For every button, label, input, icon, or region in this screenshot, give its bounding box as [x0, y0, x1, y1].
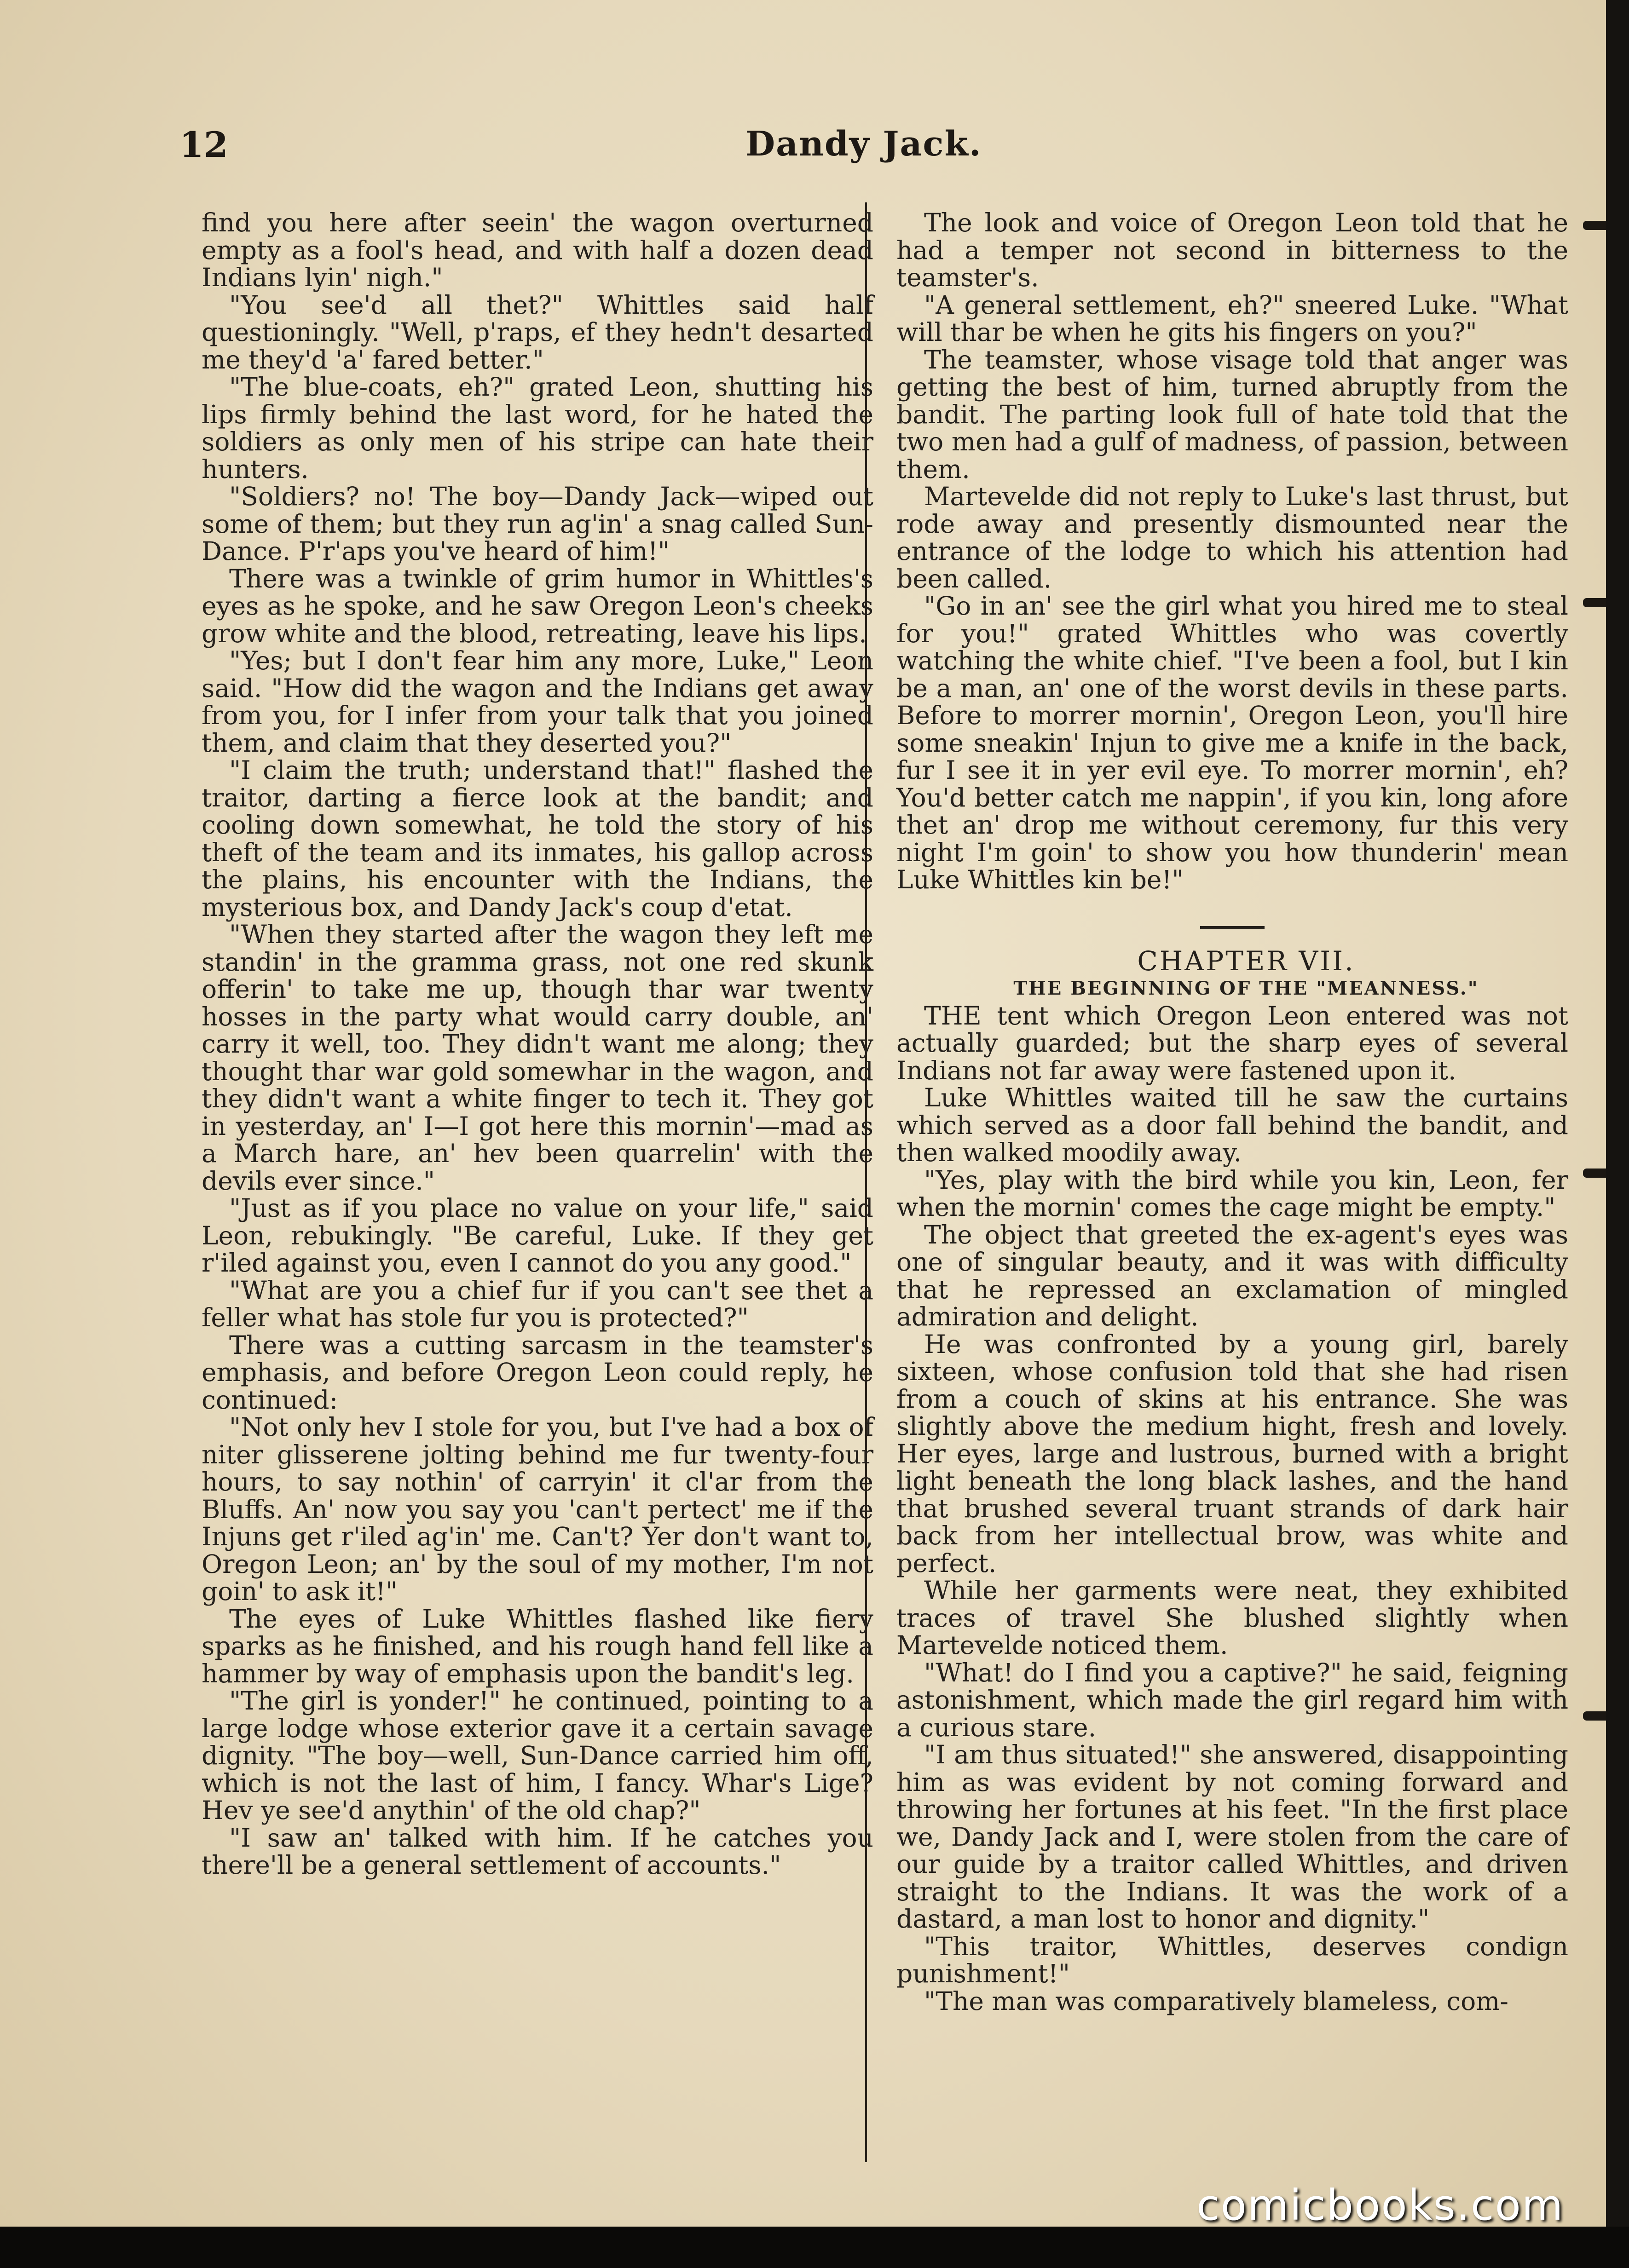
paragraph: "The girl is yonder!" he continued, pointing to a large lodge whose exterior gave it a certain savage dignity. "The boy—well, Sun-Dance carried him off, which is not the last of him, I fancy. Whar's Lige? Hev ye see'd anythin' of the old chap?": [202, 1686, 873, 1825]
scan-edge-right: [1606, 0, 1629, 2268]
paragraph: "I am thus situated!" she answered, disappointing him as was evident by not coming forward and throwing her fortunes at his feet. "In the first place we, Dandy Jack and I, were stolen from the care of our guide by a traitor called Whittles, and driven straight to the Indians. It was the work of a dastard, a man lost to honor and dignity.": [896, 1740, 1568, 1934]
chapter-heading: CHAPTER VII.: [1137, 945, 1355, 977]
left-column: [202, 209, 873, 1879]
paragraph: The teamster, whose visage told that anger was getting the best of him, turned abruptly from the bandit. The parting look full of hate told that the two men had a gulf of madness, of passion, between them.: [896, 345, 1568, 484]
paragraph: "You see'd all thet?" Whittles said half questioningly. "Well, p'raps, ef they hedn't desarted me they'd 'a' fared better.": [202, 290, 873, 374]
paragraph: find you here after seein' the wagon overturned empty as a fool's head, and with half a dozen dead Indians lyin' nigh.": [202, 208, 873, 292]
paragraph: There was a twinkle of grim humor in Whittles's eyes as he spoke, and he saw Oregon Leon's cheeks grow white and the blood, retreating, leave his lips.: [202, 564, 873, 648]
paragraph: "Yes; but I don't fear him any more, Luke," Leon said. "How did the wagon and the Indians get away from you, for I infer from your talk that you joined them, and claim that they deserted you?": [202, 646, 873, 758]
paragraph: "When they started after the wagon they left me standin' in the gramma grass, not one red skunk offerin' to take me up, though thar war twenty hosses in the party what would carry double, an' carry it well, too. They didn't want me along; they thought thar war gold somewhar in the wagon, and they didn't want a white finger to tech it. They got in yesterday, an' I—I got here this mornin'—mad as a March hare, an' hev been quarrelin' with the devils ever since.": [202, 920, 873, 1196]
paragraph: There was a cutting sarcasm in the teamster's emphasis, and before Oregon Leon could reply, he continued:: [202, 1330, 873, 1415]
page-number: 12: [179, 124, 228, 165]
paragraph: "Yes, play with the bird while you kin, Leon, fer when the mornin' comes the cage might be empty.": [896, 1165, 1568, 1222]
paragraph: "This traitor, Whittles, deserves condign punishment!": [896, 1931, 1568, 1988]
watermark: comicbooks.com: [1196, 2181, 1564, 2230]
paragraph: Luke Whittles waited till he saw the curtains which served as a door fall behind the bandit, and then walked moodily away.: [896, 1083, 1568, 1167]
page-header: [179, 124, 1542, 175]
chapter-rule: [1200, 926, 1265, 929]
paragraph: "What! do I find you a captive?" he said, feigning astonishment, which made the girl regard him with a curious stare.: [896, 1658, 1568, 1742]
paragraph: "The blue-coats, eh?" grated Leon, shutting his lips firmly behind the last word, for he hated the soldiers as only men of his stripe can hate their hunters.: [202, 372, 873, 484]
paragraph: While her garments were neat, they exhibited traces of travel She blushed slightly when Martevelde noticed them.: [896, 1576, 1568, 1660]
paragraph: "I saw an' talked with him. If he catches you there'll be a general settlement of accounts.": [202, 1823, 873, 1880]
paragraph: THE tent which Oregon Leon entered was not actually guarded; but the sharp eyes of several Indians not far away were fastened upon it.: [896, 1001, 1568, 1085]
paragraph: He was confronted by a young girl, barely sixteen, whose confusion told that she had risen from a couch of skins at his entrance. She was slightly above the medium hight, fresh and lovely. Her eyes, large and lustrous, burned with a bright light beneath the long black lashes, and the hand that brushed several truant strands of dark hair back from her intellectual brow, was white and perfect.: [896, 1329, 1568, 1578]
paragraph: "I claim the truth; understand that!" flashed the traitor, darting a fierce look at the bandit; and cooling down somewhat, he told the story of his theft of the team and its inmates, his gallop across the plains, his encounter with the Indians, the mysterious box, and Dandy Jack's coup d'etat.: [202, 755, 873, 922]
paragraph: "The man was comparatively blameless, com-: [924, 1986, 1508, 2016]
running-title: Dandy Jack.: [745, 124, 982, 164]
paragraph: The look and voice of Oregon Leon told that he had a temper not second in bitterness to the teamster's.: [896, 208, 1568, 292]
chapter-title: THE BEGINNING OF THE "MEANNESS.": [1013, 978, 1479, 999]
paragraph: The eyes of Luke Whittles flashed like fiery sparks as he finished, and his rough hand fell like a hammer by way of emphasis upon the bandit's leg.: [202, 1604, 873, 1688]
paragraph: "Soldiers? no! The boy—Dandy Jack—wiped out some of them; but they run ag'in' a snag called Sun-Dance. P'r'aps you've heard of him!": [202, 482, 873, 566]
scan-edge-bottom: [0, 2227, 1629, 2268]
paragraph: The object that greeted the ex-agent's eyes was one of singular beauty, and it was with difficulty that he repressed an exclamation of mingled admiration and delight.: [896, 1220, 1568, 1331]
right-column: [896, 209, 1568, 2015]
paragraph: "Not only hev I stole for you, but I've had a box of niter glisserene jolting behind me fur twenty-four hours, to say nothin' of carryin' it cl'ar from the Bluffs. An' now you say you 'can't pertect' me if the Injuns get r'iled ag'in' me. Can't? Yer don't want to, Oregon Leon; an' by the soul of my mother, I'm not goin' to ask it!": [202, 1412, 873, 1606]
paragraph: "A general settlement, eh?" sneered Luke. "What will thar be when he gits his fingers on you?": [896, 290, 1568, 347]
paragraph: Martevelde did not reply to Luke's last thrust, but rode away and presently dismounted near the entrance of the lodge to which his attention had been called.: [896, 482, 1568, 593]
paragraph: "Go in an' see the girl what you hired me to steal for you!" grated Whittles who was covertly watching the white chief. "I've been a fool, but I kin be a man, an' one of the worst devils in these parts. Before to morrer mornin', Oregon Leon, you'll hire some sneakin' Injun to give me a knife in the back, fur I see it in yer evil eye. To morrer mornin', eh? You'd better catch me nappin', if you kin, long afore thet an' drop me without ceremony, fur this very night I'm goin' to show you how thunderin' mean Luke Whittles kin be!": [896, 591, 1568, 894]
paragraph: "What are you a chief fur if you can't see thet a feller what has stole fur you is protected?": [202, 1275, 873, 1332]
paragraph: "Just as if you place no value on your life," said Leon, rebukingly. "Be careful, Luke. If they get r'iled against you, even I cannot do you any good.": [202, 1193, 873, 1278]
